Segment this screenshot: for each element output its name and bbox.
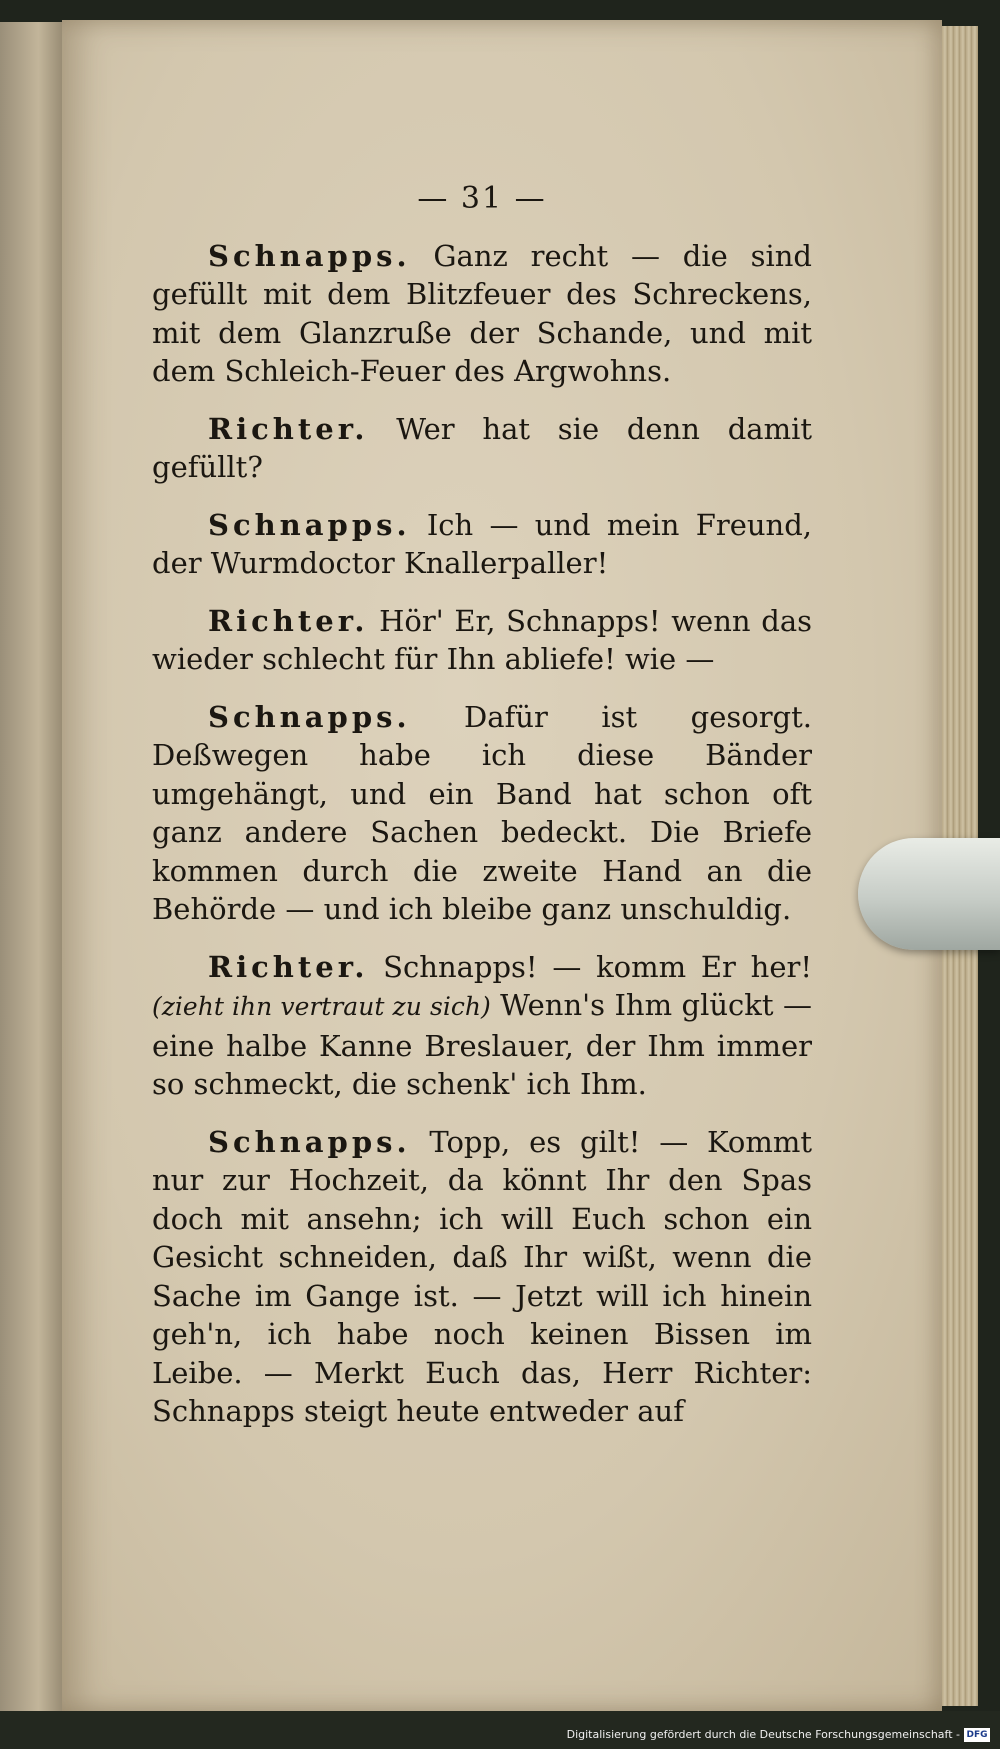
speech-text: Dafür ist gesorgt. Deßwegen habe ich diese Bänder umgehängt, und ein Band hat schon oft ganz andere Sachen bedeckt. Die Briefe kommen durch die zweite Hand an die Behörde — und ich bleibe ganz unschuldig. (152, 699, 812, 926)
page-number: — 31 — (417, 181, 547, 216)
paragraph (152, 602, 812, 679)
speech-text: Ich — und mein Freund, der Wurmdoctor Knallerpaller! (152, 507, 813, 580)
speaker-name: Schnapps. (208, 1124, 411, 1159)
paragraph (152, 410, 812, 487)
speaker-name: Richter. (208, 411, 369, 446)
speaker-name: Schnapps. (208, 699, 411, 734)
speaker-name: Schnapps. (208, 238, 411, 273)
speaker-name: Schnapps. (208, 507, 411, 542)
speech-text: Topp, es gilt! — Kommt nur zur Hochzeit, da könnt Ihr den Spas doch mit ansehn; ich will Euch schon ein Gesicht schneiden, daß Ihr wißt, wenn die Sache im Gange ist. — Jetzt will ich hinein geh'n, ich habe noch keinen Bissen im Leibe. — Merkt Euch das, Herr Richter: Schnapps steigt heute entweder auf (152, 1124, 813, 1428)
speech-text: Wenn's Ihm glückt — eine halbe Kanne Breslauer, der Ihm immer so schmeckt, die schenk' ich Ihm. (152, 988, 812, 1101)
speaker-name: Richter. (208, 949, 369, 984)
bookmark-tab (858, 838, 1000, 950)
paragraph (152, 237, 812, 391)
speech-text: Wer hat sie denn damit gefüllt? (152, 411, 812, 484)
digitization-credit: Digitalisierung gefördert durch die Deutsche Forschungsgemeinschaft - (566, 1728, 960, 1741)
left-page-edge (0, 22, 70, 1712)
stage-direction: (zieht ihn vertraut zu sich) (152, 992, 491, 1021)
paragraph (152, 506, 812, 583)
page-text (152, 180, 812, 1450)
dfg-logo: DFG (964, 1728, 990, 1742)
paragraph (152, 698, 812, 929)
speech-text: Schnapps! — komm Er her! (383, 949, 812, 984)
speaker-name: Richter. (208, 603, 369, 638)
paragraph (152, 1123, 812, 1431)
speech-text: Hör' Er, Schnapps! wenn das wieder schlecht für Ihn abliefe! wie — (152, 603, 812, 676)
paragraph (152, 948, 812, 1104)
speech-text: Ganz recht — die sind gefüllt mit dem Blitzfeuer des Schreckens, mit dem Glanzruße der Schande, und mit dem Schleich-Feuer des Argwohns. (152, 238, 812, 388)
